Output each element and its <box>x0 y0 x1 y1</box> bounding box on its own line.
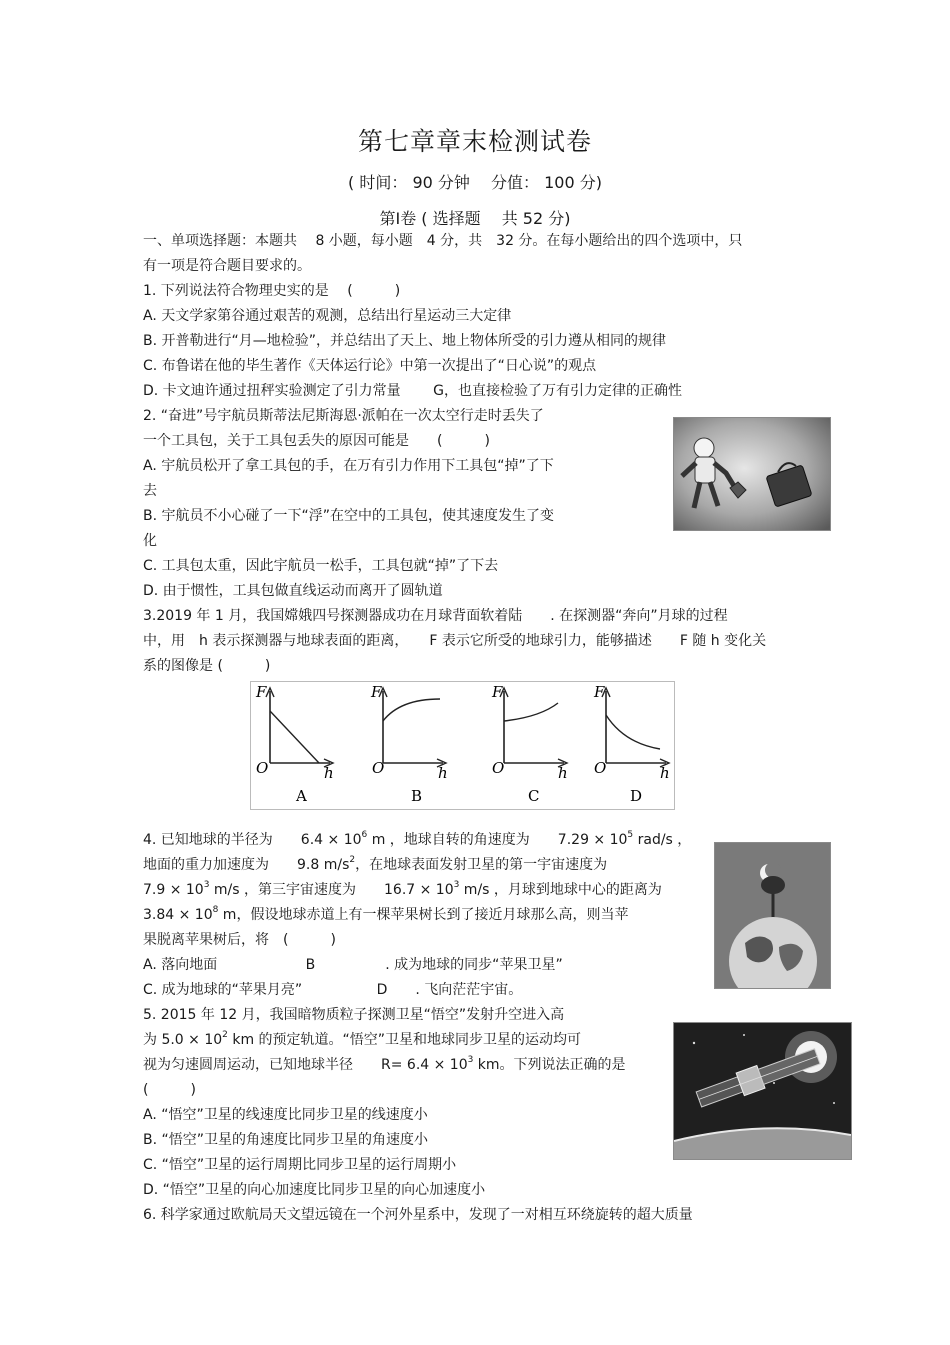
graph-c <box>491 683 568 805</box>
graph-a <box>255 683 334 805</box>
q5-stem-line-4: ( ) <box>143 1082 196 1098</box>
q1-option-d: D. 卡文迪许通过扭秤实验测定了引力常量 G，也直接检验了万有引力定律的正确性 <box>143 383 682 399</box>
q4-stem-line-5: 果脱离苹果树后，将 ( ) <box>143 932 336 948</box>
graph-d-origin: O <box>594 759 607 777</box>
satellite-image <box>673 1022 852 1160</box>
graph-a-origin: O <box>256 759 269 777</box>
q4-options-cd: C. 成为地球的“苹果月亮” D . 飞向茫茫宇宙。 <box>143 982 523 998</box>
q4-stem-line-2: 地面的重力加速度为 9.8 $m/s^2$，在地球表面发射卫星的第一宇宙速度为 <box>143 855 608 873</box>
graph-d <box>593 683 670 805</box>
graph-c-y-label: F <box>492 683 503 701</box>
q2-stem-line-2: 一个工具包，关于工具包丢失的原因可能是 ( ) <box>143 433 490 449</box>
q6-stem: 6. 科学家通过欧航局天文望远镜在一个河外星系中，发现了一对相互环绕旋转的超大质量 <box>143 1207 693 1223</box>
q4-stem-line-1: 4. 已知地球的半径为 $6.4 \times 10^6$ m ，地球自转的角速度为 $7.29 \times 10^5$ rad/s ， <box>143 830 692 848</box>
q2-option-b: B. 宇航员不小心碰了一下“浮”在空中的工具包，使其速度发生了变 <box>143 508 555 524</box>
q3-stem-line-2: 中，用 h 表示探测器与地球表面的距离， F 表示它所受的地球引力，能够描述 F 随 h 变化关 <box>143 633 767 649</box>
exam-info: ( 时间： 90 分钟 分值： 100 分) <box>348 173 602 192</box>
graph-a-x-label: h <box>324 764 334 782</box>
q5-option-d: D. “悟空”卫星的向心加速度比同步卫星的向心加速度小 <box>143 1182 486 1198</box>
q1-option-b: B. 开普勒进行“月—地检验”，并总结出了天上、地上物体所受的引力遵从相同的规律 <box>143 333 667 349</box>
q2-option-c: C. 工具包太重，因此宇航员一松手，工具包就“掉”了下去 <box>143 558 499 574</box>
q2-option-d: D. 由于惯性，工具包做直线运动而离开了圆轨道 <box>143 583 443 599</box>
graph-c-origin: O <box>492 759 505 777</box>
earth-apple-tree-image <box>714 842 831 989</box>
graph-b-y-label: F <box>371 683 382 701</box>
q5-option-a: A. “悟空”卫星的线速度比同步卫星的线速度小 <box>143 1107 428 1123</box>
section-title: 第Ⅰ卷 ( 选择题 共 52 分) <box>379 209 571 228</box>
q4-stem-line-3: $7.9 \times 10^3$ m/s ，第三宇宙速度为 $16.7 \times 10^3$ m/s ，月球到地球中心的距离为 <box>143 880 662 898</box>
graph-d-label: D <box>630 787 643 805</box>
instructions-line-1: 一、单项选择题：本题共 8 小题，每小题 4 分，共 32 分。在每小题给出的四个选项中，只 <box>143 233 743 249</box>
q4-stem-line-4: $3.84 \times 10^8$ m，假设地球赤道上有一棵苹果树长到了接近月球那么高，则当苹 <box>143 905 629 923</box>
q2-option-a-cont: 去 <box>143 483 157 499</box>
q5-stem-line-2: 为 $5.0 \times 10^2$ km 的预定轨道。“悟空”卫星和地球同步卫星的运动均可 <box>143 1030 582 1048</box>
instructions-line-2: 有一项是符合题目要求的。 <box>143 258 311 274</box>
page-title: 第七章章末检测试卷 <box>357 127 592 156</box>
graph-b-label: B <box>411 787 423 805</box>
q3-stem-line-3: 系的图像是 ( ) <box>143 658 271 674</box>
astronaut-photo <box>673 417 831 531</box>
q5-option-b: B. “悟空”卫星的角速度比同步卫星的角速度小 <box>143 1132 429 1148</box>
graph-a-y-label: F <box>256 683 267 701</box>
graph-c-label: C <box>528 787 540 805</box>
q2-option-b-cont: 化 <box>143 533 157 549</box>
q3-graphs <box>250 681 675 810</box>
graph-d-y-label: F <box>594 683 605 701</box>
q4-options-ab: A. 落向地面 B . 成为地球的同步“苹果卫星” <box>143 957 563 973</box>
q2-stem-line-1: 2. “奋进”号宇航员斯蒂法尼斯海恩·派帕在一次太空行走时丢失了 <box>143 408 544 424</box>
q3-stem-line-1: 3.2019 年 1 月，我国嫦娥四号探测器成功在月球背面软着陆 . 在探测器“奔向”月球的过程 <box>143 608 728 624</box>
graph-b-origin: O <box>372 759 385 777</box>
q5-stem-line-1: 5. 2015 年 12 月，我国暗物质粒子探测卫星“悟空”发射升空进入高 <box>143 1007 565 1023</box>
q2-option-a: A. 宇航员松开了拿工具包的手，在万有引力作用下工具包“掉”了下 <box>143 458 554 474</box>
q1-stem: 1. 下列说法符合物理史实的是 ( ) <box>143 283 401 299</box>
q5-stem-line-3: 视为匀速圆周运动，已知地球半径 $R= 6.4 \times 10^3$ km。下列说法正确的是 <box>143 1055 626 1073</box>
graph-b-x-label: h <box>438 764 448 782</box>
q1-option-c: C. 布鲁诺在他的毕生著作《天体运行论》中第一次提出了“日心说”的观点 <box>143 358 597 374</box>
q1-option-a: A. 天文学家第谷通过艰苦的观测，总结出行星运动三大定律 <box>143 308 512 324</box>
graph-a-label: A <box>296 787 307 805</box>
q5-option-c: C. “悟空”卫星的运行周期比同步卫星的运行周期小 <box>143 1157 457 1173</box>
graph-c-x-label: h <box>558 764 568 782</box>
graph-b <box>370 683 448 805</box>
graph-d-x-label: h <box>660 764 670 782</box>
